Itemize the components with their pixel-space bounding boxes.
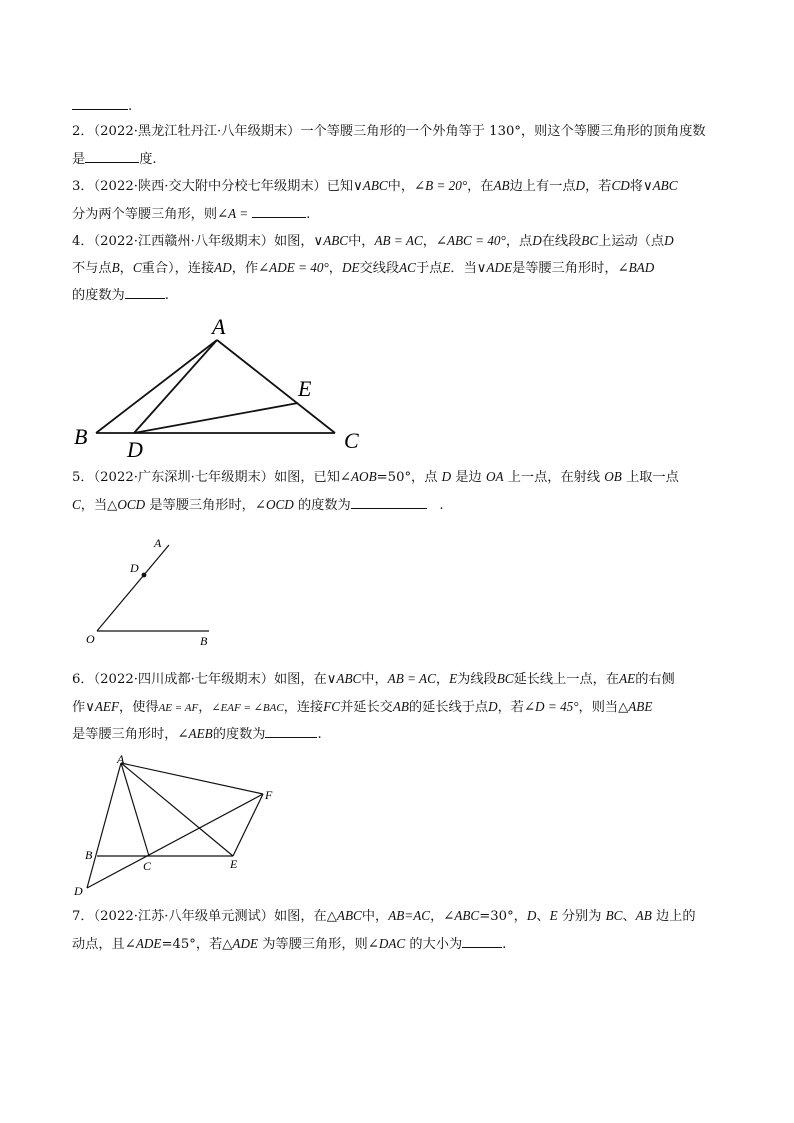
q6-label-c: C	[143, 859, 152, 873]
q2-blank[interactable]	[85, 149, 139, 163]
q6-line-1: 6．（2022·四川成都·七年级期末）如图，在∨ABC中，AB = AC，E为线段BC延长线上一点，在AE的右侧	[72, 671, 675, 687]
q6-segment-af	[121, 763, 263, 794]
q4-segment-ac	[217, 340, 335, 433]
q4-label-b: B	[74, 424, 88, 449]
q5-line-2: C，当△OCD 是等腰三角形时，∠OCD 的度数为 .	[72, 497, 444, 513]
q2-line-1: 2．（2022·黑龙江牡丹江·八年级期末）一个等腰三角形的一个外角等于 130°，则这个等腰三角形的顶角度数	[72, 124, 706, 139]
q3-line-2: 分为两个等腰三角形，则∠A = .	[72, 206, 311, 222]
q6-label-a: A	[117, 752, 125, 766]
q7-blank[interactable]	[462, 934, 502, 948]
q1-blank[interactable]	[72, 96, 128, 110]
q4-figure	[60, 305, 380, 462]
q6-segment-ac	[121, 763, 149, 856]
q4-blank[interactable]	[125, 285, 165, 299]
q5-blank[interactable]	[351, 495, 427, 509]
q1-answer-line: .	[72, 96, 132, 117]
q4-segment-ab	[96, 340, 217, 433]
q4-line-3: 的度数为 .	[72, 285, 169, 306]
q4-line-2: 不与点B，C重合），连接AD，作∠ADE = 40°，DE交线段AC于点E．当∨ADE是等腰三角形时，∠BAD	[72, 260, 655, 276]
q2-line-2: 是 度.	[72, 149, 157, 170]
q5-point-d	[142, 573, 147, 578]
q4-line-1: 4．（2022·江西赣州·八年级期末）如图，∨ABC中，AB = AC，∠ABC = 40°，点D在线段BC上运动（点D	[72, 233, 674, 249]
q6-label-d: D	[74, 884, 83, 898]
q6-label-b: B	[85, 848, 93, 862]
q4-label-d: D	[127, 437, 143, 462]
q6-blank[interactable]	[265, 724, 317, 738]
q3-line-1: 3．（2022·陕西·交大附中分校七年级期末）已知∨ABC中，∠B = 20°，在AB边上有一点D，若CD将∨ABC	[72, 178, 678, 194]
q5-ray-oa	[97, 545, 169, 631]
q6-label-f: F	[265, 788, 273, 802]
q5-label-d: D	[130, 561, 139, 575]
q5-line-1: 5．（2022·广东深圳·七年级期末）如图，已知∠AOB=50°，点 D 是边 OA 上一点，在射线 OB 上取一点	[72, 469, 679, 485]
q4-label-e: E	[298, 376, 312, 401]
q6-line-3: 是等腰三角形时，∠AEB的度数为 .	[72, 726, 322, 742]
q4-segment-ad	[134, 340, 217, 433]
q5-label-b: B	[200, 634, 208, 648]
q4-label-a: A	[212, 314, 226, 339]
q6-segment-ef	[233, 794, 263, 856]
q6-segment-ad	[87, 763, 121, 888]
q6-figure	[70, 748, 290, 898]
q3-blank[interactable]	[252, 204, 306, 218]
q5-label-a: A	[154, 536, 162, 550]
q7-line-2: 动点，且∠ADE=45°，若△ADE 为等腰三角形，则∠DAC 的大小为 .	[72, 936, 507, 952]
q6-line-2: 作∨AEF，使得AE = AF，∠EAF = ∠BAC，连接FC并延长交AB的延长线于点D，若∠D = 45°，则当△ABE	[72, 699, 653, 715]
q4-label-c: C	[344, 428, 359, 453]
q4-segment-de	[134, 403, 298, 433]
q5-figure	[84, 535, 224, 647]
q7-line-1: 7．（2022·江苏·八年级单元测试）如图，在△ABC中，AB=AC，∠ABC=30°，D、E 分别为 BC、AB 边上的	[72, 908, 696, 924]
q6-label-e: E	[230, 857, 238, 871]
q5-label-o: O	[86, 632, 95, 646]
q6-segment-ae	[121, 763, 233, 856]
